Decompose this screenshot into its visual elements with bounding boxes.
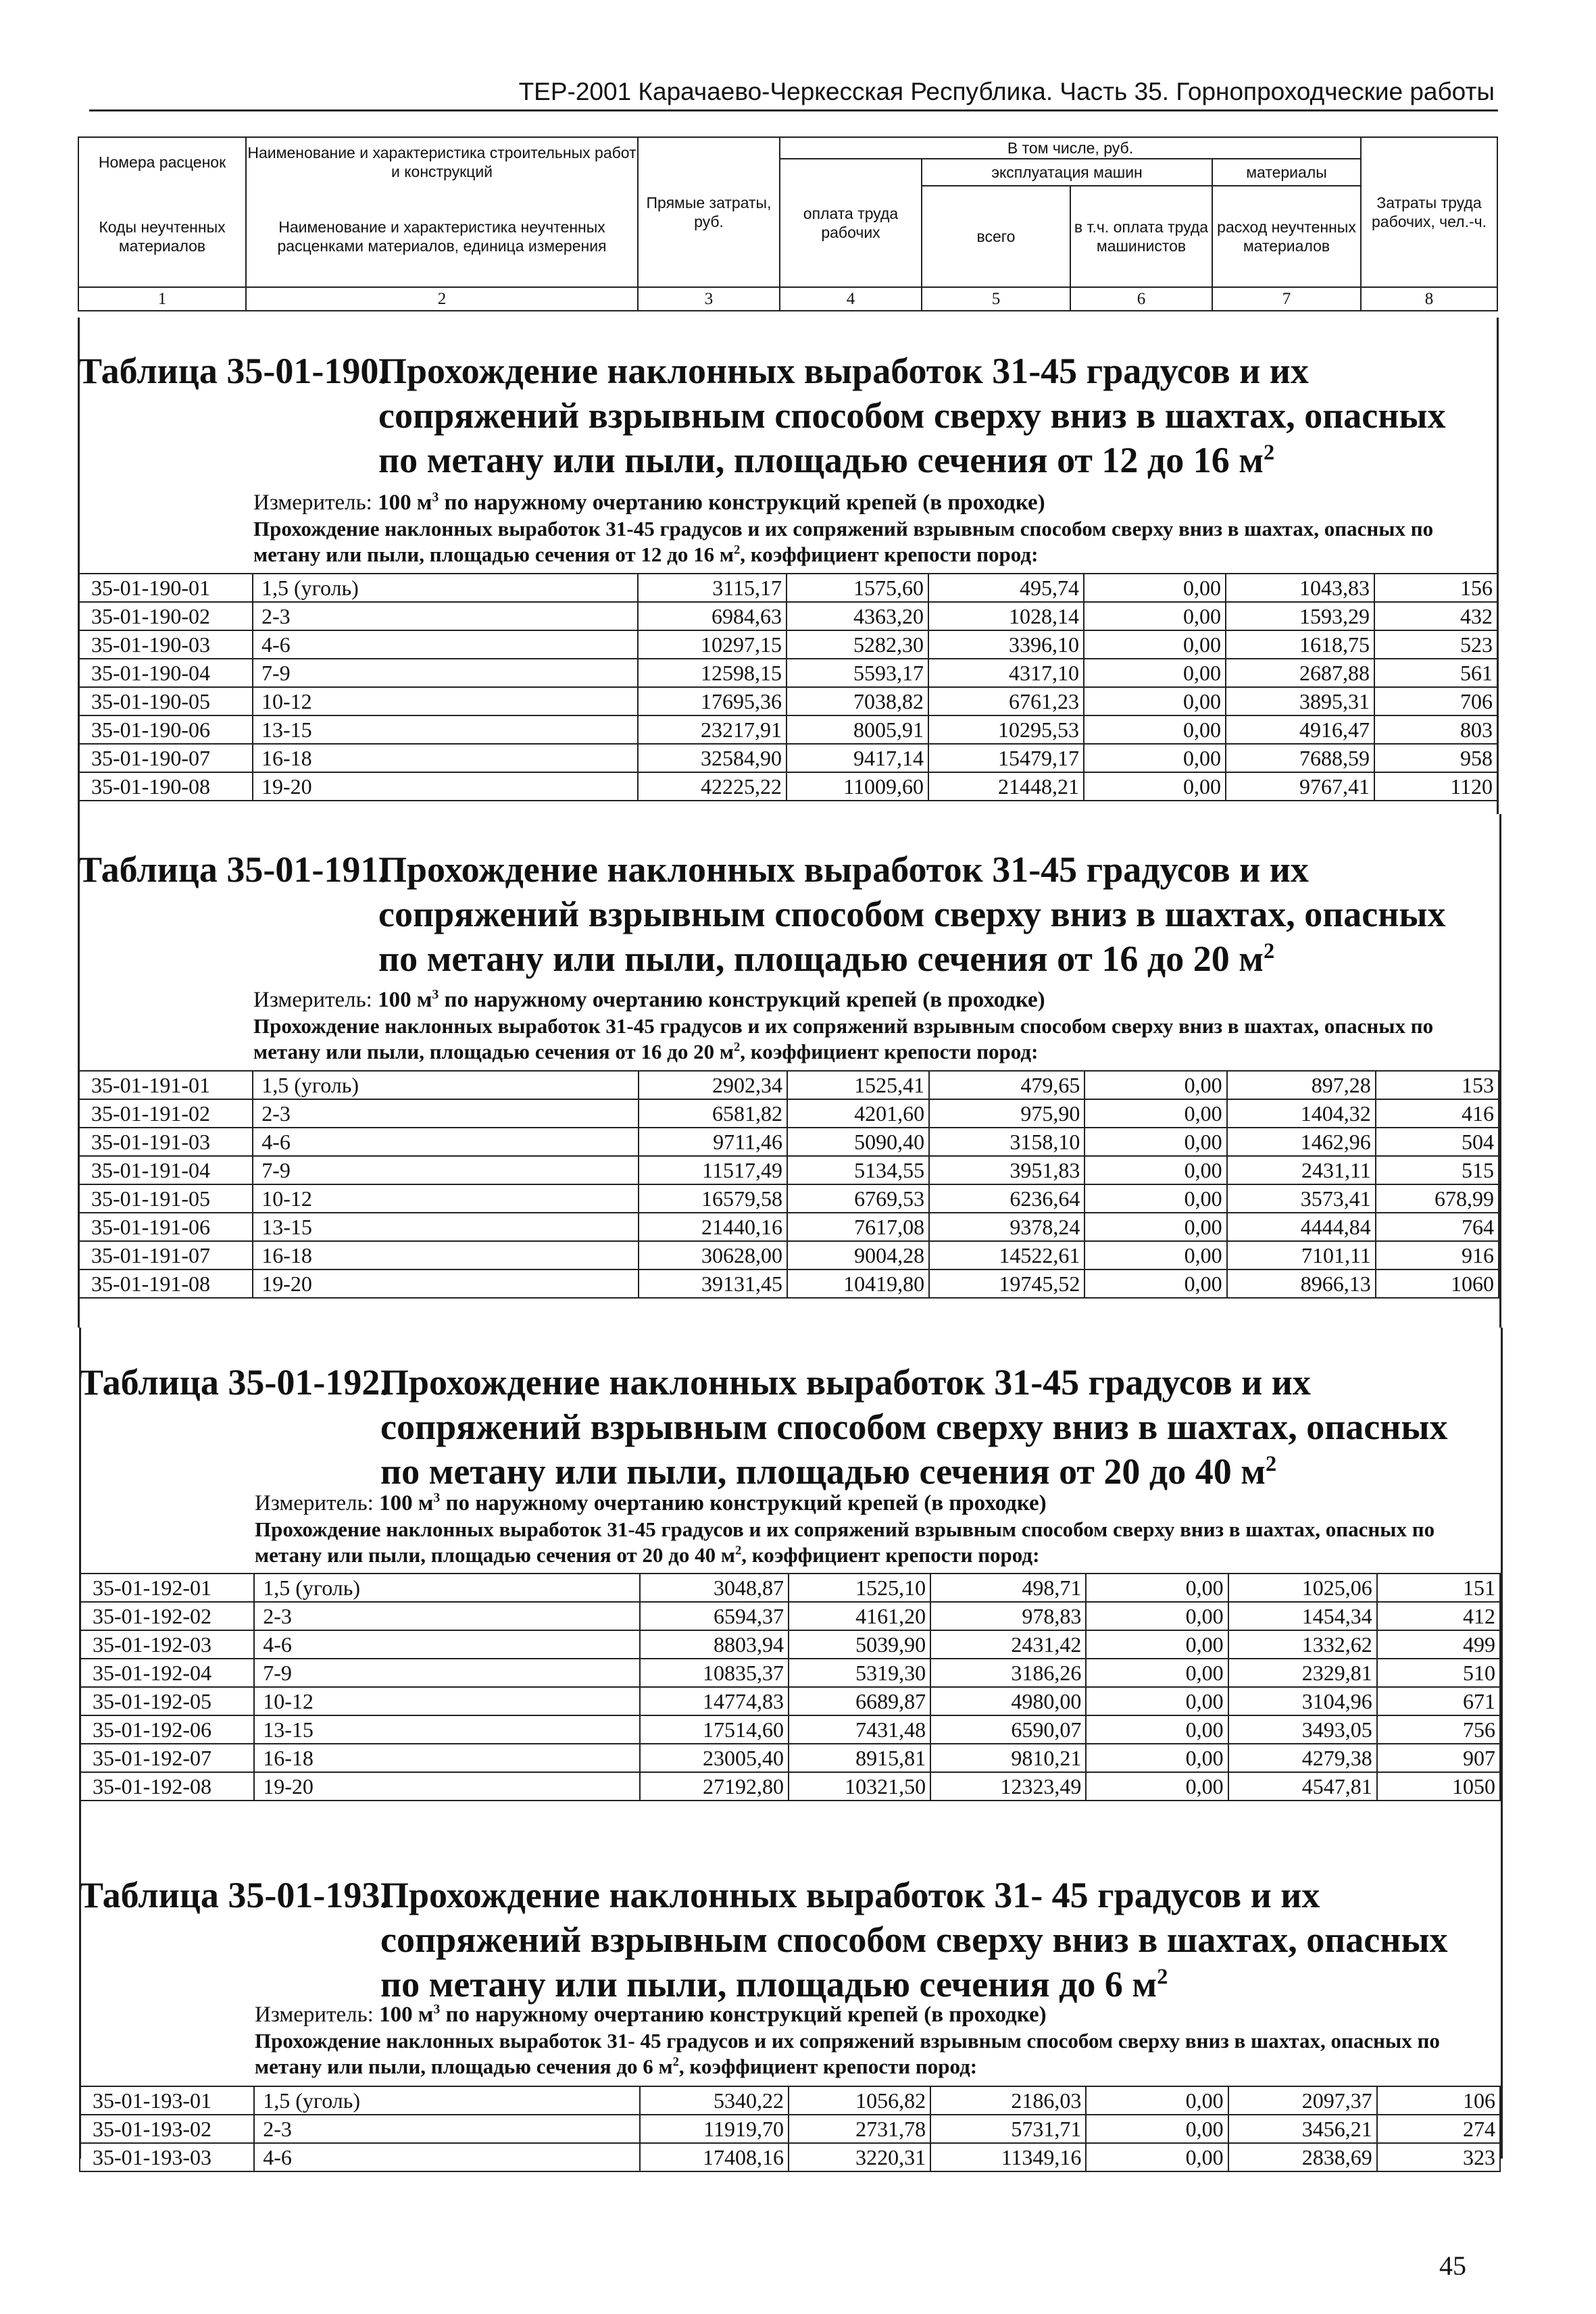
- value-cell: 958: [1374, 744, 1497, 772]
- meter-value: 100 м: [378, 988, 432, 1012]
- rock-hardness-cell: 1,5 (уголь): [254, 1574, 640, 1602]
- value-cell: 0,00: [1084, 1099, 1226, 1128]
- hdr-machine-total: всего: [922, 186, 1070, 287]
- value-cell: 0,00: [1084, 1241, 1226, 1269]
- value-cell: 756: [1377, 1715, 1500, 1744]
- meter-line: Измеритель: 100 $м^3$ по наружному очертанию конструкций крепей (в проходке): [255, 2002, 1047, 2027]
- value-cell: 0,00: [1084, 1184, 1226, 1213]
- hdr-labor-pay: оплата труда рабочих: [780, 159, 922, 287]
- value-cell: 803: [1374, 715, 1497, 744]
- value-cell: 5593,17: [787, 659, 928, 687]
- meter-description: по наружному очертанию конструкций крепей (в проходке): [445, 2003, 1047, 2027]
- rock-hardness-cell: 4-6: [254, 1630, 640, 1659]
- value-cell: 2186,03: [930, 2086, 1086, 2115]
- value-cell: 978,83: [930, 1602, 1086, 1630]
- value-cell: 4916,47: [1226, 715, 1374, 744]
- value-cell: 10321,50: [789, 1772, 930, 1801]
- value-cell: 975,90: [929, 1099, 1084, 1128]
- meter-label: Измеритель:: [255, 2003, 380, 2027]
- value-cell: 17408,16: [640, 2143, 789, 2171]
- rock-hardness-cell: 19-20: [254, 1772, 640, 1801]
- section-frame: [79, 1328, 1503, 1838]
- value-cell: 4444,84: [1227, 1213, 1376, 1241]
- value-cell: 9417,14: [787, 744, 928, 772]
- rock-hardness-cell: 7-9: [253, 659, 638, 687]
- meter-value: 100 м: [378, 491, 432, 515]
- value-cell: 10419,80: [787, 1269, 929, 1298]
- value-cell: 5090,40: [787, 1128, 929, 1156]
- value-cell: 0,00: [1084, 1213, 1226, 1241]
- value-cell: 1462,96: [1227, 1128, 1376, 1156]
- value-cell: 32584,90: [638, 744, 787, 772]
- value-cell: 12598,15: [638, 659, 787, 687]
- value-cell: 3115,17: [638, 574, 787, 602]
- rate-code-cell: 35-01-192-01: [80, 1574, 254, 1602]
- value-cell: 6761,23: [928, 687, 1084, 715]
- value-cell: 1028,14: [928, 602, 1084, 630]
- value-cell: 9004,28: [787, 1241, 929, 1269]
- hdr-num: 3: [638, 287, 780, 311]
- hdr-col1-top: Номера расценок: [78, 137, 246, 186]
- value-cell: 30628,00: [639, 1241, 787, 1269]
- value-cell: 274: [1377, 2115, 1500, 2143]
- value-cell: 151: [1377, 1574, 1500, 1602]
- table-title-text: Прохождение наклонных выработок 31-45 градусов и их сопряжений взрывным способом сверху вниз в шахтах, опасных по метану или пыли, площадью сечения от 16 до 20 $м^2$: [378, 849, 1446, 979]
- rock-hardness-cell: 7-9: [253, 1156, 639, 1184]
- rock-hardness-cell: 10-12: [254, 1687, 640, 1715]
- value-cell: 3456,21: [1228, 2115, 1377, 2143]
- value-cell: 3951,83: [929, 1156, 1084, 1184]
- value-cell: 4201,60: [787, 1099, 929, 1128]
- value-cell: 0,00: [1084, 715, 1226, 744]
- rock-hardness-cell: 16-18: [254, 1744, 640, 1772]
- value-cell: 153: [1376, 1071, 1499, 1099]
- value-cell: 6236,64: [929, 1184, 1084, 1213]
- value-cell: 0,00: [1084, 630, 1226, 659]
- value-cell: 2731,78: [789, 2115, 930, 2143]
- section-frame: [78, 318, 1499, 814]
- value-cell: 0,00: [1084, 602, 1226, 630]
- rate-code-cell: 35-01-190-04: [78, 659, 253, 687]
- rate-code-cell: 35-01-190-08: [78, 772, 253, 801]
- value-cell: 3104,96: [1228, 1687, 1377, 1715]
- table-title-text: Прохождение наклонных выработок 31- 45 градусов и их сопряжений взрывным способом сверху вниз в шахтах, опасных по метану или пыли, площадью сечения до 6 $м^2$: [380, 1875, 1448, 2005]
- rate-code-cell: 35-01-191-03: [78, 1128, 253, 1156]
- value-cell: 515: [1376, 1156, 1499, 1184]
- value-cell: 7038,82: [787, 687, 928, 715]
- value-cell: 2431,11: [1227, 1156, 1376, 1184]
- meter-value: 100 м: [379, 1491, 434, 1515]
- hdr-col1-bottom: Коды неучтенных материалов: [78, 186, 246, 287]
- meter-line: Измеритель: 100 $м^3$ по наружному очертанию конструкций крепей (в проходке): [253, 987, 1045, 1012]
- value-cell: 897,28: [1227, 1071, 1376, 1099]
- rock-hardness-cell: 16-18: [253, 744, 638, 772]
- value-cell: 39131,45: [639, 1269, 787, 1298]
- value-cell: 12323,49: [930, 1772, 1086, 1801]
- hdr-num: 2: [246, 287, 638, 311]
- table-title-text: Прохождение наклонных выработок 31-45 градусов и их сопряжений взрывным способом сверху вниз в шахтах, опасных по метану или пыли, площадью сечения от 20 до 40 $м^2$: [380, 1362, 1448, 1492]
- rate-code-cell: 35-01-191-06: [78, 1213, 253, 1241]
- value-cell: 0,00: [1086, 1659, 1228, 1687]
- rock-hardness-cell: 7-9: [254, 1659, 640, 1687]
- value-cell: 0,00: [1086, 2143, 1228, 2171]
- rate-code-cell: 35-01-192-06: [80, 1715, 254, 1744]
- value-cell: 11919,70: [640, 2115, 789, 2143]
- rate-code-cell: 35-01-191-04: [78, 1156, 253, 1184]
- value-cell: 8966,13: [1227, 1269, 1376, 1298]
- meter-label: Измеритель:: [255, 1491, 380, 1515]
- hdr-materials: материалы: [1212, 159, 1361, 186]
- value-cell: 323: [1377, 2143, 1500, 2171]
- value-cell: 0,00: [1084, 574, 1226, 602]
- value-cell: 671: [1377, 1687, 1500, 1715]
- rock-hardness-cell: 4-6: [253, 630, 638, 659]
- hdr-machine-operation: эксплуатация машин: [922, 159, 1212, 186]
- rock-hardness-cell: 4-6: [254, 2143, 640, 2171]
- table-code: Таблица 35-01-190.: [78, 351, 388, 391]
- rock-hardness-cell: 10-12: [253, 1184, 639, 1213]
- value-cell: 5319,30: [789, 1659, 930, 1687]
- value-cell: 10295,53: [928, 715, 1084, 744]
- value-cell: 1060: [1376, 1269, 1499, 1298]
- column-header-table: [78, 136, 1498, 311]
- value-cell: 1050: [1377, 1772, 1500, 1801]
- value-cell: 8915,81: [789, 1744, 930, 1772]
- rock-hardness-cell: 13-15: [253, 715, 638, 744]
- value-cell: 42225,22: [638, 772, 787, 801]
- value-cell: 1120: [1374, 772, 1497, 801]
- value-cell: 523: [1374, 630, 1497, 659]
- value-cell: 416: [1376, 1099, 1499, 1128]
- value-cell: 3895,31: [1226, 687, 1374, 715]
- value-cell: 106: [1377, 2086, 1500, 2115]
- table-title-text: Прохождение наклонных выработок 31-45 градусов и их сопряжений взрывным способом сверху вниз в шахтах, опасных по метану или пыли, площадью сечения от 12 до 16 $м^2$: [378, 351, 1446, 480]
- value-cell: 3220,31: [789, 2143, 930, 2171]
- value-cell: 0,00: [1084, 1269, 1226, 1298]
- rate-code-cell: 35-01-193-02: [80, 2115, 254, 2143]
- value-cell: 0,00: [1086, 2086, 1228, 2115]
- value-cell: 2431,42: [930, 1630, 1086, 1659]
- rate-code-cell: 35-01-192-03: [80, 1630, 254, 1659]
- hdr-num: 8: [1361, 287, 1497, 311]
- value-cell: 3048,87: [640, 1574, 789, 1602]
- value-cell: 0,00: [1084, 1156, 1226, 1184]
- rock-hardness-cell: 2-3: [254, 2115, 640, 2143]
- value-cell: 11349,16: [930, 2143, 1086, 2171]
- rock-hardness-cell: 2-3: [254, 1602, 640, 1630]
- meter-description: по наружному очертанию конструкций крепей (в проходке): [444, 491, 1045, 515]
- hdr-direct-costs: Прямые затраты, руб.: [638, 137, 780, 287]
- value-cell: 1454,34: [1228, 1602, 1377, 1630]
- rate-code-cell: 35-01-191-02: [78, 1099, 253, 1128]
- value-cell: 5731,71: [930, 2115, 1086, 2143]
- rate-code-cell: 35-01-190-05: [78, 687, 253, 715]
- value-cell: 0,00: [1086, 1602, 1228, 1630]
- rate-code-cell: 35-01-192-08: [80, 1772, 254, 1801]
- value-cell: 6984,63: [638, 602, 787, 630]
- table-subheading: Прохождение наклонных выработок 31-45 градусов и их сопряжений взрывным способом сверху вниз в шахтах, опасных по метану или пыли, площадью сечения от 20 до 40 $м^2$, коэффициент крепости пород:: [255, 1517, 1435, 1567]
- rate-code-cell: 35-01-192-04: [80, 1659, 254, 1687]
- rate-code-cell: 35-01-191-08: [78, 1269, 253, 1298]
- hdr-labor-cost: Затраты труда рабочих, чел.-ч.: [1361, 137, 1497, 287]
- rate-code-cell: 35-01-190-07: [78, 744, 253, 772]
- value-cell: 1332,62: [1228, 1630, 1377, 1659]
- meter-line: Измеритель: 100 $м^3$ по наружному очертанию конструкций крепей (в проходке): [255, 1490, 1047, 1515]
- value-cell: 0,00: [1084, 1128, 1226, 1156]
- table-subheading: Прохождение наклонных выработок 31-45 градусов и их сопряжений взрывным способом сверху вниз в шахтах, опасных по метану или пыли, площадью сечения от 12 до 16 $м^2$, коэффициент крепости пород:: [253, 517, 1434, 566]
- table-code: Таблица 35-01-193.: [79, 1875, 389, 1915]
- rate-code-cell: 35-01-191-07: [78, 1241, 253, 1269]
- value-cell: 7101,11: [1227, 1241, 1376, 1269]
- value-cell: 432: [1374, 602, 1497, 630]
- rate-code-cell: 35-01-193-03: [80, 2143, 254, 2171]
- hdr-col2-bottom: Наименование и характеристика неучтенных расценками материалов, единица измерения: [246, 186, 638, 287]
- value-cell: 5039,90: [789, 1630, 930, 1659]
- value-cell: 6590,07: [930, 1715, 1086, 1744]
- value-cell: 499: [1377, 1630, 1500, 1659]
- value-cell: 3396,10: [928, 630, 1084, 659]
- value-cell: 11009,60: [787, 772, 928, 801]
- rate-code-cell: 35-01-192-07: [80, 1744, 254, 1772]
- value-cell: 7688,59: [1226, 744, 1374, 772]
- hdr-num: 5: [922, 287, 1070, 311]
- value-cell: 0,00: [1084, 772, 1226, 801]
- rate-code-cell: 35-01-190-01: [78, 574, 253, 602]
- value-cell: 10835,37: [640, 1659, 789, 1687]
- value-cell: 6581,82: [639, 1099, 787, 1128]
- value-cell: 7617,08: [787, 1213, 929, 1241]
- value-cell: 0,00: [1084, 659, 1226, 687]
- value-cell: 0,00: [1086, 1744, 1228, 1772]
- value-cell: 2329,81: [1228, 1659, 1377, 1687]
- value-cell: 3493,05: [1228, 1715, 1377, 1744]
- rate-code-cell: 35-01-190-03: [78, 630, 253, 659]
- value-cell: 4279,38: [1228, 1744, 1377, 1772]
- value-cell: 2838,69: [1228, 2143, 1377, 2171]
- value-cell: 0,00: [1084, 744, 1226, 772]
- value-cell: 907: [1377, 1744, 1500, 1772]
- rate-code-cell: 35-01-193-01: [80, 2086, 254, 2115]
- value-cell: 2097,37: [1228, 2086, 1377, 2115]
- hdr-num: 1: [78, 287, 246, 311]
- value-cell: 1404,32: [1227, 1099, 1376, 1128]
- value-cell: 2902,34: [639, 1071, 787, 1099]
- value-cell: 8005,91: [787, 715, 928, 744]
- section-frame: [79, 1838, 1503, 2159]
- value-cell: 1525,41: [787, 1071, 929, 1099]
- value-cell: 0,00: [1084, 1071, 1226, 1099]
- value-cell: 764: [1376, 1213, 1499, 1241]
- value-cell: 498,71: [930, 1574, 1086, 1602]
- value-cell: 5340,22: [640, 2086, 789, 2115]
- hdr-machine-labor: в т.ч. оплата труда машинистов: [1070, 186, 1212, 287]
- value-cell: 11517,49: [639, 1156, 787, 1184]
- value-cell: 9767,41: [1226, 772, 1374, 801]
- value-cell: 23005,40: [640, 1744, 789, 1772]
- hdr-num: 4: [780, 287, 922, 311]
- value-cell: 1618,75: [1226, 630, 1374, 659]
- value-cell: 1056,82: [789, 2086, 930, 2115]
- value-cell: 504: [1376, 1128, 1499, 1156]
- value-cell: 8803,94: [640, 1630, 789, 1659]
- value-cell: 27192,80: [640, 1772, 789, 1801]
- rate-code-cell: 35-01-190-06: [78, 715, 253, 744]
- rock-hardness-cell: 1,5 (уголь): [253, 1071, 639, 1099]
- rock-hardness-cell: 19-20: [253, 772, 638, 801]
- value-cell: 6594,37: [640, 1602, 789, 1630]
- rate-code-cell: 35-01-191-05: [78, 1184, 253, 1213]
- value-cell: 3158,10: [929, 1128, 1084, 1156]
- value-cell: 412: [1377, 1602, 1500, 1630]
- value-cell: 15479,17: [928, 744, 1084, 772]
- rock-hardness-cell: 19-20: [253, 1269, 639, 1298]
- rock-hardness-cell: 2-3: [253, 602, 638, 630]
- value-cell: 9711,46: [639, 1128, 787, 1156]
- rock-hardness-cell: 13-15: [253, 1213, 639, 1241]
- value-cell: 19745,52: [929, 1269, 1084, 1298]
- value-cell: 0,00: [1086, 1772, 1228, 1801]
- table-code: Таблица 35-01-192.: [79, 1362, 389, 1403]
- meter-description: по наружному очертанию конструкций крепей (в проходке): [444, 988, 1045, 1012]
- value-cell: 4161,20: [789, 1602, 930, 1630]
- value-cell: 678,99: [1376, 1184, 1499, 1213]
- value-cell: 0,00: [1086, 1715, 1228, 1744]
- hdr-num: 6: [1070, 287, 1212, 311]
- table-subheading: Прохождение наклонных выработок 31-45 градусов и их сопряжений взрывным способом сверху вниз в шахтах, опасных по метану или пыли, площадью сечения от 16 до 20 $м^2$, коэффициент крепости пород:: [253, 1014, 1434, 1063]
- hdr-including: В том числе, руб.: [780, 137, 1361, 159]
- value-cell: 510: [1377, 1659, 1500, 1687]
- value-cell: 561: [1374, 659, 1497, 687]
- value-cell: 16579,58: [639, 1184, 787, 1213]
- value-cell: 14774,83: [640, 1687, 789, 1715]
- value-cell: 1043,83: [1226, 574, 1374, 602]
- rock-hardness-cell: 1,5 (уголь): [253, 574, 638, 602]
- table-code: Таблица 35-01-191.: [78, 849, 388, 890]
- value-cell: 23217,91: [638, 715, 787, 744]
- value-cell: 0,00: [1084, 687, 1226, 715]
- value-cell: 21440,16: [639, 1213, 787, 1241]
- rate-code-cell: 35-01-192-02: [80, 1602, 254, 1630]
- rock-hardness-cell: 4-6: [253, 1128, 639, 1156]
- rock-hardness-cell: 1,5 (уголь): [254, 2086, 640, 2115]
- value-cell: 1025,06: [1228, 1574, 1377, 1602]
- rate-code-cell: 35-01-190-02: [78, 602, 253, 630]
- value-cell: 3186,26: [930, 1659, 1086, 1687]
- value-cell: 4317,10: [928, 659, 1084, 687]
- rate-code-cell: 35-01-192-05: [80, 1687, 254, 1715]
- value-cell: 0,00: [1086, 2115, 1228, 2143]
- value-cell: 1525,10: [789, 1574, 930, 1602]
- value-cell: 7431,48: [789, 1715, 930, 1744]
- rock-hardness-cell: 16-18: [253, 1241, 639, 1269]
- value-cell: 5282,30: [787, 630, 928, 659]
- meter-label: Измеритель:: [253, 988, 378, 1012]
- page-header: ТЕР-2001 Карачаево-Черкесская Республика. Часть 35. Горнопроходческие работы: [518, 78, 1495, 105]
- value-cell: 706: [1374, 687, 1497, 715]
- value-cell: 4547,81: [1228, 1772, 1377, 1801]
- section-frame: [78, 814, 1501, 1328]
- value-cell: 14522,61: [929, 1241, 1084, 1269]
- rock-hardness-cell: 2-3: [253, 1099, 639, 1128]
- rock-hardness-cell: 10-12: [253, 687, 638, 715]
- value-cell: 5134,55: [787, 1156, 929, 1184]
- header-rule: [89, 109, 1498, 111]
- value-cell: 479,65: [929, 1071, 1084, 1099]
- value-cell: 9378,24: [929, 1213, 1084, 1241]
- value-cell: 0,00: [1086, 1687, 1228, 1715]
- rock-hardness-cell: 13-15: [254, 1715, 640, 1744]
- value-cell: 4980,00: [930, 1687, 1086, 1715]
- page-number: 45: [1439, 2250, 1466, 2281]
- rate-code-cell: 35-01-191-01: [78, 1071, 253, 1099]
- value-cell: 156: [1374, 574, 1497, 602]
- value-cell: 916: [1376, 1241, 1499, 1269]
- value-cell: 17695,36: [638, 687, 787, 715]
- value-cell: 2687,88: [1226, 659, 1374, 687]
- value-cell: 3573,41: [1227, 1184, 1376, 1213]
- value-cell: 21448,21: [928, 772, 1084, 801]
- meter-value: 100 м: [379, 2003, 434, 2027]
- value-cell: 4363,20: [787, 602, 928, 630]
- meter-label: Измеритель:: [253, 491, 378, 515]
- value-cell: 6689,87: [789, 1687, 930, 1715]
- meter-description: по наружному очертанию конструкций крепей (в проходке): [445, 1491, 1047, 1515]
- value-cell: 0,00: [1086, 1574, 1228, 1602]
- value-cell: 0,00: [1086, 1630, 1228, 1659]
- value-cell: 1575,60: [787, 574, 928, 602]
- value-cell: 1593,29: [1226, 602, 1374, 630]
- value-cell: 6769,53: [787, 1184, 929, 1213]
- value-cell: 10297,15: [638, 630, 787, 659]
- value-cell: 17514,60: [640, 1715, 789, 1744]
- value-cell: 495,74: [928, 574, 1084, 602]
- hdr-num: 7: [1212, 287, 1361, 311]
- hdr-col2-top: Наименование и характеристика строительных работ и конструкций: [246, 137, 638, 186]
- table-subheading: Прохождение наклонных выработок 31- 45 градусов и их сопряжений взрывным способом сверху вниз в шахтах, опасных по метану или пыли, площадью сечения до 6 $м^2$, коэффициент крепости пород:: [255, 2029, 1440, 2078]
- hdr-materials-unaccounted: расход неучтенных материалов: [1212, 186, 1361, 287]
- value-cell: 9810,21: [930, 1744, 1086, 1772]
- meter-line: Измеритель: 100 $м^3$ по наружному очертанию конструкций крепей (в проходке): [253, 490, 1045, 515]
